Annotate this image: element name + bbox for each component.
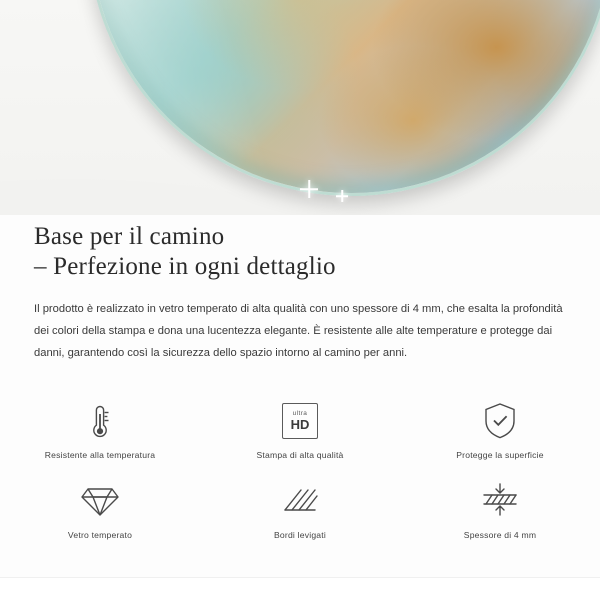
hero-image	[0, 0, 600, 215]
feature-label: Spessore di 4 mm	[463, 530, 537, 540]
shield-check-icon	[481, 398, 519, 444]
feature-item-temperature	[0, 398, 200, 460]
feature-label: Bordi levigati	[273, 530, 326, 540]
footer-divider	[0, 577, 600, 600]
feature-label: Stampa di alta qualità	[256, 450, 344, 460]
diamond-icon	[80, 478, 120, 524]
polished-edges-icon	[281, 478, 319, 524]
feature-item-polished-edges	[200, 478, 400, 540]
headline-line-1: Base per il camino	[34, 223, 225, 250]
glass-panel-product	[88, 0, 600, 196]
feature-item-print-quality	[200, 398, 400, 460]
ultra-hd-badge-top: ultra	[292, 409, 308, 417]
headline-line-2: – Perfezione in ogni dettaglio	[34, 253, 336, 280]
feature-label: Resistente alla temperatura	[44, 450, 156, 460]
thickness-icon	[480, 478, 520, 524]
feature-label: Vetro temperato	[67, 530, 133, 540]
feature-grid	[0, 398, 600, 540]
feature-label: Protegge la superficie	[456, 450, 544, 460]
page-title	[0, 222, 600, 282]
ultra-hd-icon	[282, 398, 318, 444]
description-paragraph: Il prodotto è realizzato in vetro temperato di alta qualità con uno spessore di 4 mm, che esalta la profondità dei colori della stampa e dona una lucentezza elegante. È resistente alle alte temperature e protegge dai danni, garantendo così la sicurezza dello spazio intorno al camino per anni.	[34, 303, 563, 359]
feature-item-surface-protection	[400, 398, 600, 460]
feature-item-thickness	[400, 478, 600, 540]
feature-item-tempered-glass	[0, 478, 200, 540]
text-block	[0, 222, 600, 364]
thermometer-icon	[85, 398, 115, 444]
ultra-hd-badge-main: HD	[290, 417, 310, 433]
